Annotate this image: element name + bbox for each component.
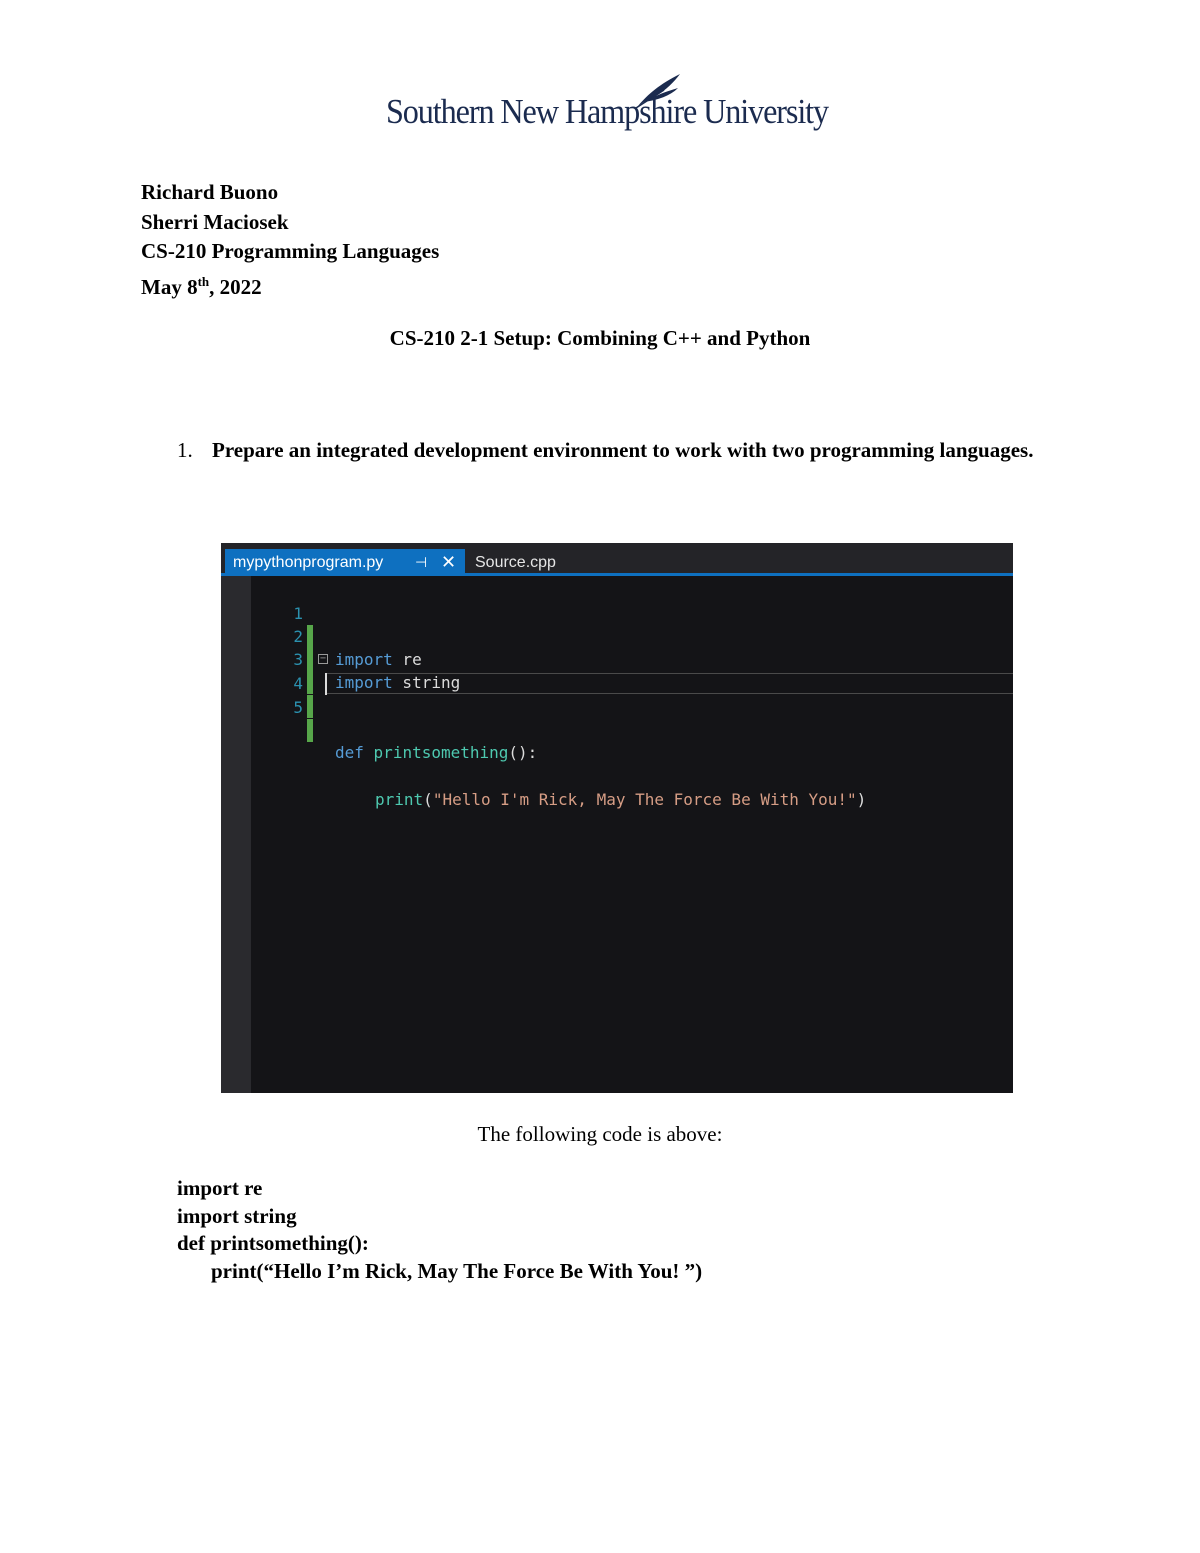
- close-icon[interactable]: ✕: [441, 552, 457, 572]
- function-name: print: [375, 790, 424, 809]
- code-listing-line: print(“Hello I’m Rick, May The Force Be With You! ”): [211, 1258, 703, 1283]
- instructor-name: Sherri Maciosek: [141, 209, 289, 234]
- university-logo: [386, 70, 829, 140]
- ide-screenshot: [221, 543, 1013, 1093]
- code-editor[interactable]: [251, 579, 1013, 1093]
- code-text: [335, 741, 537, 764]
- tab-mypythonprogram[interactable]: [225, 549, 465, 576]
- code-rest: string: [392, 673, 461, 692]
- line-number: 3: [293, 650, 303, 669]
- code-paren: ): [856, 790, 867, 809]
- current-line-highlight: [325, 673, 1013, 694]
- code-listing: [177, 1175, 702, 1285]
- code-text: [375, 788, 866, 811]
- list-item: [177, 436, 1037, 464]
- keyword: def: [335, 743, 364, 762]
- code-line: [251, 579, 1013, 669]
- date-prefix: May 8: [141, 274, 198, 299]
- line-number: 4: [293, 674, 303, 693]
- code-listing-line: import string: [177, 1203, 297, 1228]
- line-number: 5: [293, 698, 303, 717]
- string-literal: "Hello I'm Rick, May The Force Be With You!": [432, 790, 857, 809]
- ide-glyph-margin: [221, 576, 251, 1093]
- keyword: import: [335, 650, 393, 669]
- text-caret: [325, 673, 327, 695]
- change-bar: [307, 719, 313, 742]
- code-rest: re: [392, 650, 422, 669]
- code-listing-line: import re: [177, 1176, 263, 1200]
- submission-date: [141, 267, 439, 303]
- list-number: 1.: [177, 438, 193, 462]
- date-suffix: , 2022: [209, 274, 262, 299]
- document-title: CS-210 2-1 Setup: Combining C++ and Python: [389, 326, 811, 350]
- function-name: printsomething: [373, 743, 509, 762]
- line-number: 1: [293, 604, 303, 623]
- code-rest: ():: [508, 743, 538, 762]
- logo-text: Southern New Hampshire University: [386, 92, 829, 131]
- keyword: import: [335, 673, 393, 692]
- pin-icon[interactable]: ⊣: [415, 554, 428, 570]
- course-name: CS-210 Programming Languages: [141, 239, 440, 263]
- tab-source-cpp[interactable]: Source.cpp: [475, 554, 556, 571]
- code-listing-line: def printsomething():: [177, 1231, 369, 1255]
- ide-tab-bar: [221, 543, 1013, 576]
- figure-caption: The following code is above:: [477, 1122, 723, 1146]
- date-superscript: th: [197, 273, 210, 289]
- collapse-icon[interactable]: −: [319, 653, 327, 664]
- code-paren: (: [423, 790, 433, 809]
- feather-icon: [634, 70, 694, 110]
- author-name: Richard Buono: [141, 180, 279, 204]
- author-header: [141, 178, 439, 302]
- list-text: Prepare an integrated development environment to work with two programming languages.: [212, 438, 1034, 462]
- line-number: 2: [293, 627, 303, 646]
- tab-label: mypythonprogram.py: [233, 554, 384, 571]
